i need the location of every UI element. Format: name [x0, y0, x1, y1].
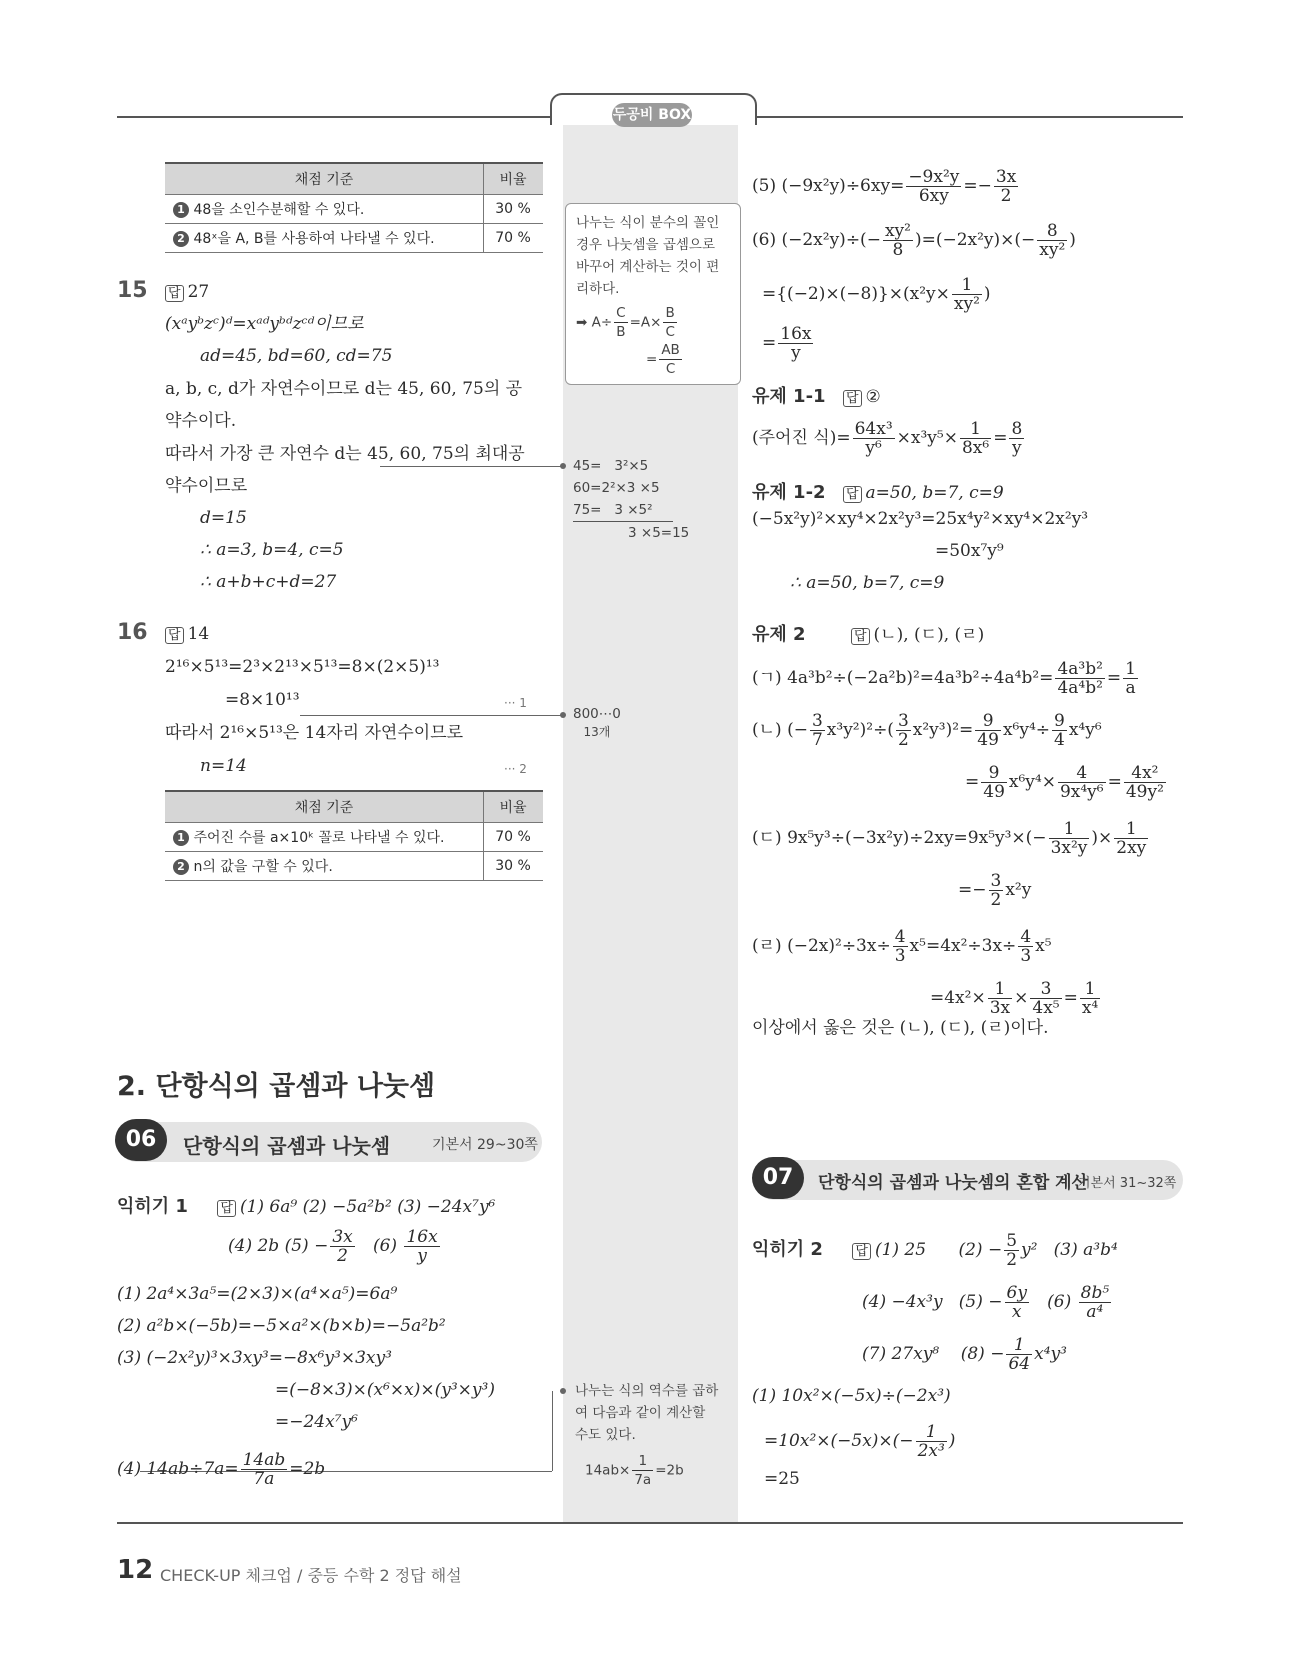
box-label: 두공비 BOX: [612, 103, 692, 127]
u2-conclusion: 이상에서 옳은 것은 (ㄴ), (ㄷ), (ㄹ)이다.: [752, 1018, 1049, 1038]
p15-line: 따라서 가장 큰 자연수 d는 45, 60, 75의 최대공: [165, 444, 525, 464]
denominator: 8x⁶: [961, 438, 990, 458]
table1-col1: 채점 기준: [165, 163, 484, 195]
denominator: 64: [1008, 1354, 1031, 1374]
fraction: [1018, 928, 1033, 965]
denominator: 3x²y: [1050, 838, 1088, 858]
banner-06-title: 단항식의 곱셈과 나눗셈: [183, 1134, 391, 1158]
answer-tag: 답: [843, 390, 862, 407]
gcd-note: [573, 455, 689, 544]
answer-tag: 답: [851, 628, 870, 645]
zeros-text: 800⋯0: [573, 706, 621, 722]
p15-line: ∴ a=3, b=4, c=5: [200, 540, 344, 560]
r-line-6b: [762, 276, 991, 313]
problem-15-number: 15: [117, 278, 148, 303]
numerator: 4: [1020, 927, 1032, 947]
answer-tag: 답: [165, 285, 184, 302]
denominator: y: [417, 1246, 427, 1266]
math-text: (ㄴ) (−: [752, 720, 808, 740]
numerator: 1: [916, 1423, 947, 1442]
math-text: x⁶y⁴÷: [1002, 720, 1051, 740]
numerator: 14ab: [242, 1450, 286, 1470]
inverse-note: [575, 1380, 718, 1489]
math-text: =2b: [289, 1459, 326, 1479]
math-text: (주어진 식)=: [752, 428, 851, 448]
u2-heading: [752, 620, 984, 648]
fraction: [659, 341, 682, 378]
math-text: )×: [1091, 828, 1113, 848]
answer-tag: 답: [165, 627, 184, 644]
math-text: (ㄷ) 9x⁵y³÷(−3x²y)÷2xy=9x⁵y³×(−: [752, 828, 1047, 848]
numerator: 1: [952, 276, 982, 295]
numerator: 8b⁵: [1080, 1283, 1110, 1303]
u1-2-line: ∴ a=50, b=7, c=9: [790, 573, 945, 593]
denominator: 49y²: [1125, 782, 1164, 802]
numerator: 1: [1049, 820, 1090, 839]
fraction: [1058, 764, 1106, 801]
p15-line: ∴ a+b+c+d=27: [200, 572, 337, 592]
math-text: y² (3) a³b⁴: [1021, 1240, 1118, 1260]
denominator: 49: [977, 730, 999, 750]
section-title: 2. 단항식의 곱셈과 나눗셈: [117, 1071, 436, 1102]
denominator: 2x³: [917, 1441, 945, 1461]
exercise-label: 익히기 2: [752, 1239, 823, 1260]
criterion-text: 주어진 수를 a×10ᵏ 꼴로 나타낼 수 있다.: [193, 830, 445, 846]
p16-line: 2¹⁶×5¹³=2³×2¹³×5¹³=8×(2×5)¹³: [165, 657, 440, 677]
table-row: [165, 195, 543, 224]
fraction: [1005, 1284, 1029, 1321]
math-text: =: [1106, 668, 1122, 688]
numerator: 64x³: [854, 419, 893, 439]
tip-line: 경우 나눗셈을 곱셈으로: [576, 237, 715, 253]
inverse-line: 수도 있다.: [575, 1427, 636, 1443]
g2-line: [752, 712, 1102, 749]
denominator: 8: [892, 240, 904, 260]
numerator: −9x²y: [908, 167, 960, 187]
denominator: y: [791, 343, 801, 363]
p15-line: 약수이다.: [165, 411, 237, 431]
g3-line: [752, 820, 1150, 857]
connector-dot: [560, 463, 566, 469]
p16-line: 따라서 2¹⁶×5¹³은 14자리 자연수이므로: [165, 723, 464, 743]
numerator: xy²: [884, 221, 911, 241]
math-text: (4) 14ab÷7a=: [117, 1459, 239, 1479]
denominator: 7a: [634, 1472, 652, 1488]
math-text: (6) (−2x²y)÷(−: [752, 230, 881, 250]
ratio-value: 30 %: [484, 195, 544, 224]
zeros-count: 13개: [583, 725, 611, 739]
denominator: 49: [983, 782, 1005, 802]
answer-tag: 답: [852, 1243, 871, 1260]
math-text: x³y²)²÷(: [826, 720, 894, 740]
math-text: x⁴y⁶: [1068, 720, 1102, 740]
fraction: [893, 928, 908, 965]
p15-line: d=15: [200, 508, 247, 528]
fraction: [810, 712, 825, 749]
tip-line: 리하다.: [576, 281, 620, 297]
math-text: ): [1069, 230, 1076, 250]
tip-line: 바꾸어 계산하는 것이 편: [576, 259, 720, 275]
formula-text: =A×: [629, 314, 662, 331]
banner-07-ref: 기본서 31~32쪽: [1078, 1176, 1177, 1191]
g1-line: [752, 660, 1140, 697]
denominator: y⁶: [865, 438, 882, 458]
denominator: 3x: [989, 998, 1011, 1018]
problem-16-answer: [165, 623, 209, 647]
problem-16-number: 16: [117, 620, 148, 645]
table2-col2: 비율: [484, 791, 544, 823]
numerator: 4x²: [1124, 764, 1166, 783]
denominator: x⁴: [1081, 998, 1099, 1018]
math-text: (4) −4x³y (5) −: [862, 1292, 1003, 1312]
connector-dot: [560, 1388, 566, 1394]
formula-text: =: [646, 351, 658, 368]
fraction: [883, 222, 913, 259]
p15-line: ad=45, bd=60, cd=75: [200, 346, 393, 366]
denominator: 2: [897, 730, 909, 750]
ratio-value: 30 %: [484, 852, 544, 881]
footer-text: CHECK-UP 체크업 / 중등 수학 2 정답 해설: [160, 1566, 462, 1585]
numerator: 1: [988, 980, 1012, 999]
problem-label: 유제 1-1: [752, 386, 826, 407]
ratio-value: 70 %: [484, 823, 544, 852]
denominator: 2: [1006, 1250, 1018, 1270]
math-text: =: [993, 428, 1008, 448]
numerator: C: [616, 305, 626, 321]
numerator: 3: [811, 711, 823, 731]
numerator: 16x: [780, 324, 812, 344]
ex1-row2: [228, 1228, 442, 1265]
marker-1: 1: [173, 202, 189, 218]
connector-line: [552, 1391, 553, 1471]
denominator: 7a: [253, 1469, 275, 1489]
fraction: [989, 872, 1004, 909]
numerator: 3: [990, 871, 1002, 891]
math-text: =: [1107, 772, 1122, 792]
criterion-text: 48ˣ을 A, B를 사용하여 나타낼 수 있다.: [193, 231, 435, 247]
g3b-line: [958, 872, 1031, 909]
g4-line: [752, 928, 1052, 965]
g4b-line: [930, 980, 1102, 1017]
ex2-row1: [752, 1232, 1118, 1269]
ex1-line: (1) 2a⁴×3a⁵=(2×3)×(a⁴×a⁵)=6a⁹: [117, 1284, 398, 1304]
denominator: 2: [990, 890, 1002, 910]
zeros-note: [573, 703, 621, 739]
math-text: =: [1063, 988, 1078, 1008]
denominator: a: [1125, 678, 1136, 698]
u1-2-heading: [752, 478, 1004, 506]
math-text: x⁶y⁴×: [1008, 772, 1056, 792]
numerator: AB: [661, 342, 680, 358]
denominator: 9x⁴y⁶: [1059, 782, 1104, 802]
math-text: )=(−2x²y)×(−: [914, 230, 1036, 250]
math-text: ): [948, 1431, 956, 1451]
tip-formula: [576, 304, 730, 341]
math-text: (6): [1030, 1292, 1077, 1312]
formula-text: ➡ A÷: [576, 314, 613, 331]
exercise-label: 익히기 1: [117, 1196, 188, 1217]
ex2-line: (1) 10x²×(−5x)÷(−2x³): [752, 1386, 951, 1406]
fraction: [975, 712, 1001, 749]
problem-label: 유제 1-2: [752, 482, 826, 503]
math-text: =: [762, 333, 777, 353]
table-row: [165, 823, 543, 852]
fraction: [404, 1228, 439, 1265]
u1-1-line: [752, 420, 1026, 457]
fraction: [1079, 1284, 1112, 1321]
fraction: [1009, 420, 1024, 457]
table2-col1: 채점 기준: [165, 791, 484, 823]
ex2-line: =25: [764, 1469, 800, 1489]
u1-2-line: =50x⁷y⁹: [935, 541, 1004, 561]
ex1-line: (2) a²b×(−5b)=−5×a²×(b×b)=−5a²b²: [117, 1316, 446, 1336]
numerator: 5: [1006, 1231, 1018, 1251]
criterion-text: n의 값을 구할 수 있다.: [193, 859, 333, 875]
denominator: 3: [1020, 946, 1032, 966]
marker-2: 2: [173, 231, 189, 247]
gcd-line: 3 ×5=15: [628, 525, 690, 541]
fraction: [952, 276, 982, 313]
tip-line: 나누는 식이 분수의 꼴인: [576, 215, 720, 231]
fraction: [1037, 222, 1067, 259]
numerator: 8: [1011, 419, 1023, 439]
formula-text: 14ab×: [585, 1462, 631, 1479]
fraction: [632, 1452, 653, 1489]
denominator: 6xy: [918, 186, 949, 206]
numerator: 1: [1006, 1336, 1032, 1355]
math-text: x⁴y³: [1034, 1344, 1067, 1364]
fraction: [916, 1423, 947, 1460]
fraction: [988, 980, 1012, 1017]
scoring-table-2: [165, 790, 543, 881]
fraction: [1049, 820, 1090, 857]
marker-2: 2: [173, 859, 189, 875]
denominator: xy²: [1039, 240, 1066, 260]
numerator: 3: [1030, 980, 1061, 999]
math-text: (4) 2b (5) −: [228, 1236, 329, 1256]
inverse-line: 여 다음과 같이 계산할: [575, 1405, 706, 1421]
math-text: =4x²×: [930, 988, 986, 1008]
denominator: xy²: [953, 294, 980, 314]
answer-tag: 답: [217, 1200, 236, 1217]
numerator: 3: [897, 711, 909, 731]
p15-line: (xᵃyᵇzᶜ)ᵈ=xᵃᵈyᵇᵈzᶜᵈ이므로: [165, 314, 364, 334]
r-line-6a: [752, 222, 1076, 259]
ex1-line: =(−8×3)×(x⁶×x)×(y³×y³): [275, 1380, 495, 1400]
denominator: y: [1012, 438, 1022, 458]
fraction: [896, 712, 911, 749]
answer-value: (ㄴ), (ㄷ), (ㄹ): [873, 625, 985, 645]
math-text: ): [983, 284, 991, 304]
ex1-line: (3) (−2x²y)³×3xy³=−8x⁶y³×3xy³: [117, 1348, 392, 1368]
ex2-row3: [862, 1336, 1067, 1373]
r-line-5: [752, 168, 1020, 205]
page-number: 12: [117, 1555, 154, 1585]
u1-1-heading: [752, 382, 881, 410]
step-marker-2: ··· 2: [504, 762, 527, 776]
inverse-line: 나누는 식의 역수를 곱하: [575, 1383, 719, 1399]
answer-value: (1) 6a⁹ (2) −5a²b² (3) −24x⁷y⁶: [239, 1197, 496, 1217]
badge-06: 06: [115, 1119, 167, 1161]
numerator: 4: [1058, 764, 1106, 783]
numerator: 1: [632, 1452, 653, 1471]
numerator: 4a³b²: [1057, 659, 1103, 679]
problem-label: 유제 2: [752, 624, 806, 645]
fraction: [1124, 764, 1166, 801]
numerator: 1: [960, 420, 991, 439]
denominator: 4: [1054, 730, 1065, 750]
denominator: x: [1011, 1302, 1022, 1322]
fraction: [853, 420, 895, 457]
inverse-formula: [575, 1452, 718, 1489]
answer-tag: 답: [843, 486, 862, 503]
banner-07-title: 단항식의 곱셈과 나눗셈의 혼합 계산: [818, 1173, 1089, 1193]
denominator: 2: [337, 1246, 348, 1266]
answer-value: 27: [187, 282, 210, 302]
math-text: (5) (−9x²y)÷6xy=: [752, 176, 905, 196]
connector-dot: [560, 712, 566, 718]
denominator: 2xy: [1116, 838, 1147, 858]
criterion-text: 48을 소인수분해할 수 있다.: [193, 202, 365, 218]
scoring-table-1: [165, 162, 543, 253]
numerator: 16x: [406, 1227, 438, 1247]
math-text: =−: [963, 176, 992, 196]
tip-formula: [576, 341, 730, 378]
fraction: [960, 420, 991, 457]
step-marker-1: ··· 1: [504, 696, 527, 710]
denominator: 4x⁵: [1032, 998, 1060, 1018]
fraction: [994, 168, 1018, 205]
fraction: [241, 1451, 288, 1488]
denominator: C: [665, 361, 676, 377]
numerator: 3x: [995, 167, 1017, 187]
formula-text: =2b: [655, 1462, 684, 1479]
connector-line: [380, 466, 563, 467]
math-text: x²y³)²=: [912, 720, 974, 740]
math-text: ={(−2)×(−8)}×(x²y×: [762, 284, 950, 304]
table-row: [165, 224, 543, 253]
r-line-6c: [762, 325, 815, 362]
bottom-rule: [117, 1522, 1183, 1524]
fraction: [1123, 660, 1138, 697]
fraction: [330, 1228, 354, 1265]
fraction: [614, 304, 627, 341]
answer-value: 14: [187, 624, 210, 644]
math-text: (ㄹ) (−2x)²÷3x÷: [752, 936, 891, 956]
numerator: 3x: [332, 1227, 353, 1247]
fraction: [1080, 980, 1100, 1017]
ex1-row1: [117, 1192, 495, 1220]
u1-2-line: (−5x²y)²×xy⁴×2x²y³=25x⁴y²×xy⁴×2x²y³: [752, 509, 1089, 529]
fraction: [1004, 1232, 1019, 1269]
denominator: B: [616, 324, 626, 340]
fraction: [1114, 820, 1148, 857]
fraction: [1006, 1336, 1032, 1373]
numerator: 4: [894, 927, 906, 947]
p15-line: a, b, c, d가 자연수이므로 d는 45, 60, 75의 공: [165, 379, 523, 399]
numerator: 9: [975, 712, 1001, 731]
numerator: 8: [1037, 222, 1067, 241]
math-text: =−: [958, 880, 987, 900]
ex1-line: =−24x⁷y⁶: [275, 1412, 358, 1432]
answer-value: a=50, b=7, c=9: [865, 483, 1004, 503]
math-text: x⁵: [1035, 936, 1052, 956]
numerator: 9: [1054, 711, 1065, 731]
denominator: 4a⁴b²: [1057, 678, 1103, 698]
fraction: [778, 325, 813, 362]
tip-box: [565, 203, 741, 385]
ex1-line-4: [117, 1451, 325, 1488]
table1-col2: 비율: [484, 163, 544, 195]
math-text: x²y: [1005, 880, 1032, 900]
fraction: [906, 168, 961, 205]
ex2-line-2: [764, 1423, 955, 1460]
ratio-value: 70 %: [484, 224, 544, 253]
denominator: 7: [811, 730, 823, 750]
math-text: (ㄱ) 4a³b²÷(−2a²b)²=4a³b²÷4a⁴b²=: [752, 668, 1054, 688]
fraction: [981, 764, 1007, 801]
denominator: 2: [1000, 186, 1012, 206]
numerator: 1: [1125, 659, 1136, 679]
denominator: a⁴: [1086, 1302, 1104, 1322]
numerator: 9: [981, 764, 1007, 783]
math-text: =: [965, 772, 980, 792]
math-text: (1) 25 (2) −: [874, 1240, 1003, 1260]
p16-line: =8×10¹³: [225, 690, 300, 710]
connector-line: [300, 715, 563, 716]
gcd-line: 75= 3 ×5²: [573, 499, 673, 522]
math-text: =10x²×(−5x)×(−: [764, 1431, 914, 1451]
gcd-line: 60=2²×3 ×5: [573, 480, 660, 496]
p16-line: n=14: [200, 756, 247, 776]
p15-line: 약수이므로: [165, 476, 248, 496]
denominator: 3: [894, 946, 906, 966]
numerator: B: [663, 304, 676, 323]
banner-06-ref: 기본서 29~30쪽: [432, 1137, 538, 1153]
fraction: [663, 304, 676, 341]
marker-1: 1: [173, 830, 189, 846]
fraction: [1055, 660, 1104, 697]
gcd-line: 45= 3²×5: [573, 458, 649, 474]
answer-value: ②: [865, 387, 881, 407]
math-text: ×x³y⁵×: [896, 428, 958, 448]
math-text: (7) 27xy⁸ (8) −: [862, 1344, 1005, 1364]
g2b-line: [965, 764, 1168, 801]
numerator: 1: [1080, 980, 1100, 999]
math-text: x⁵=4x²÷3x÷: [909, 936, 1017, 956]
problem-15-answer: [165, 281, 209, 305]
math-text: (6): [356, 1236, 403, 1256]
denominator: C: [665, 324, 675, 340]
ex2-row2: [862, 1284, 1113, 1321]
math-text: ×: [1014, 988, 1029, 1008]
fraction: [1052, 712, 1067, 749]
numerator: 1: [1114, 820, 1148, 839]
numerator: 6y: [1006, 1283, 1027, 1303]
badge-07: 07: [752, 1157, 804, 1199]
fraction: [1030, 980, 1061, 1017]
table-row: [165, 852, 543, 881]
